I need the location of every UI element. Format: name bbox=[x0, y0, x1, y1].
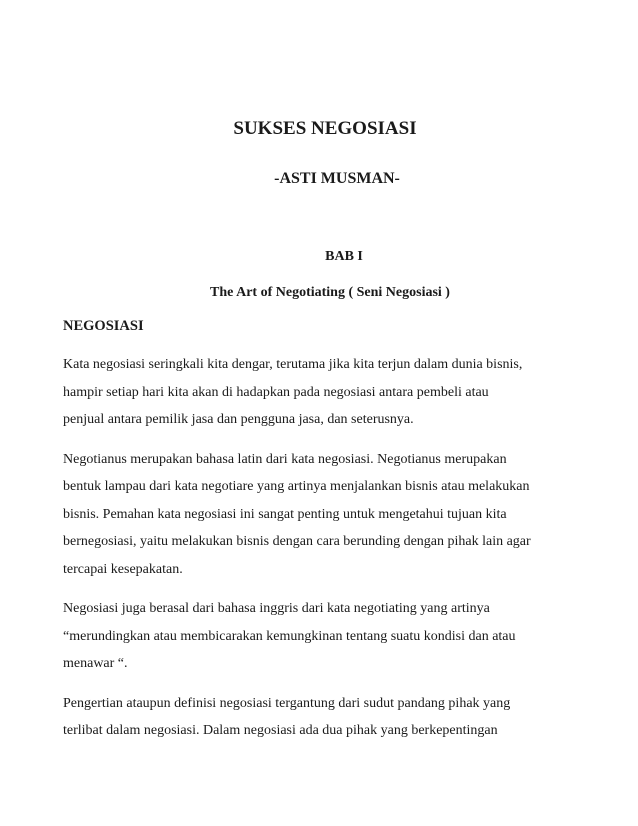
document-author: -ASTI MUSMAN- bbox=[274, 170, 400, 187]
paragraph-line: hampir setiap hari kita akan di hadapkan pada negosiasi antara pembeli atau bbox=[63, 384, 489, 400]
chapter-label: BAB I bbox=[325, 249, 363, 264]
paragraph-line: penjual antara pemilik jasa dan pengguna jasa, dan seterusnya. bbox=[63, 412, 414, 427]
paragraph-line: Negotianus merupakan bahasa latin dari kata negosiasi. Negotianus merupakan bbox=[63, 451, 507, 467]
paragraph-line: Kata negosiasi seringkali kita dengar, terutama jika kita terjun dalam dunia bisnis, bbox=[63, 357, 523, 372]
section-heading: NEGOSIASI bbox=[63, 318, 144, 334]
paragraph-line: terlibat dalam negosiasi. Dalam negosiasi ada dua pihak yang berkepentingan bbox=[63, 723, 498, 738]
chapter-subtitle: The Art of Negotiating ( Seni Negosiasi ) bbox=[210, 285, 450, 300]
paragraph-line: bernegosiasi, yaitu melakukan bisnis dengan cara berunding dengan pihak lain agar bbox=[63, 534, 531, 549]
paragraph-line: Pengertian ataupun definisi negosiasi tergantung dari sudut pandang pihak yang bbox=[63, 695, 511, 711]
paragraph-line: bisnis. Pemahan kata negosiasi ini sangat penting untuk mengetahui tujuan kita bbox=[63, 506, 507, 522]
paragraph-line: “merundingkan atau membicarakan kemungkinan tentang suatu kondisi dan atau bbox=[63, 628, 516, 644]
document-body bbox=[63, 351, 575, 757]
paragraph-line: tercapai kesepakatan. bbox=[63, 561, 183, 577]
paragraph bbox=[63, 690, 575, 745]
paragraph-line: Negosiasi juga berasal dari bahasa inggris dari kata negotiating yang artinya bbox=[63, 601, 490, 616]
paragraph-line: menawar “. bbox=[63, 656, 128, 671]
paragraph bbox=[63, 351, 575, 434]
paragraph bbox=[63, 595, 575, 678]
document-title: SUKSES NEGOSIASI bbox=[233, 118, 417, 139]
paragraph bbox=[63, 446, 575, 584]
paragraph-line: bentuk lampau dari kata negotiare yang artinya menjalankan bisnis atau melakukan bbox=[63, 479, 530, 494]
